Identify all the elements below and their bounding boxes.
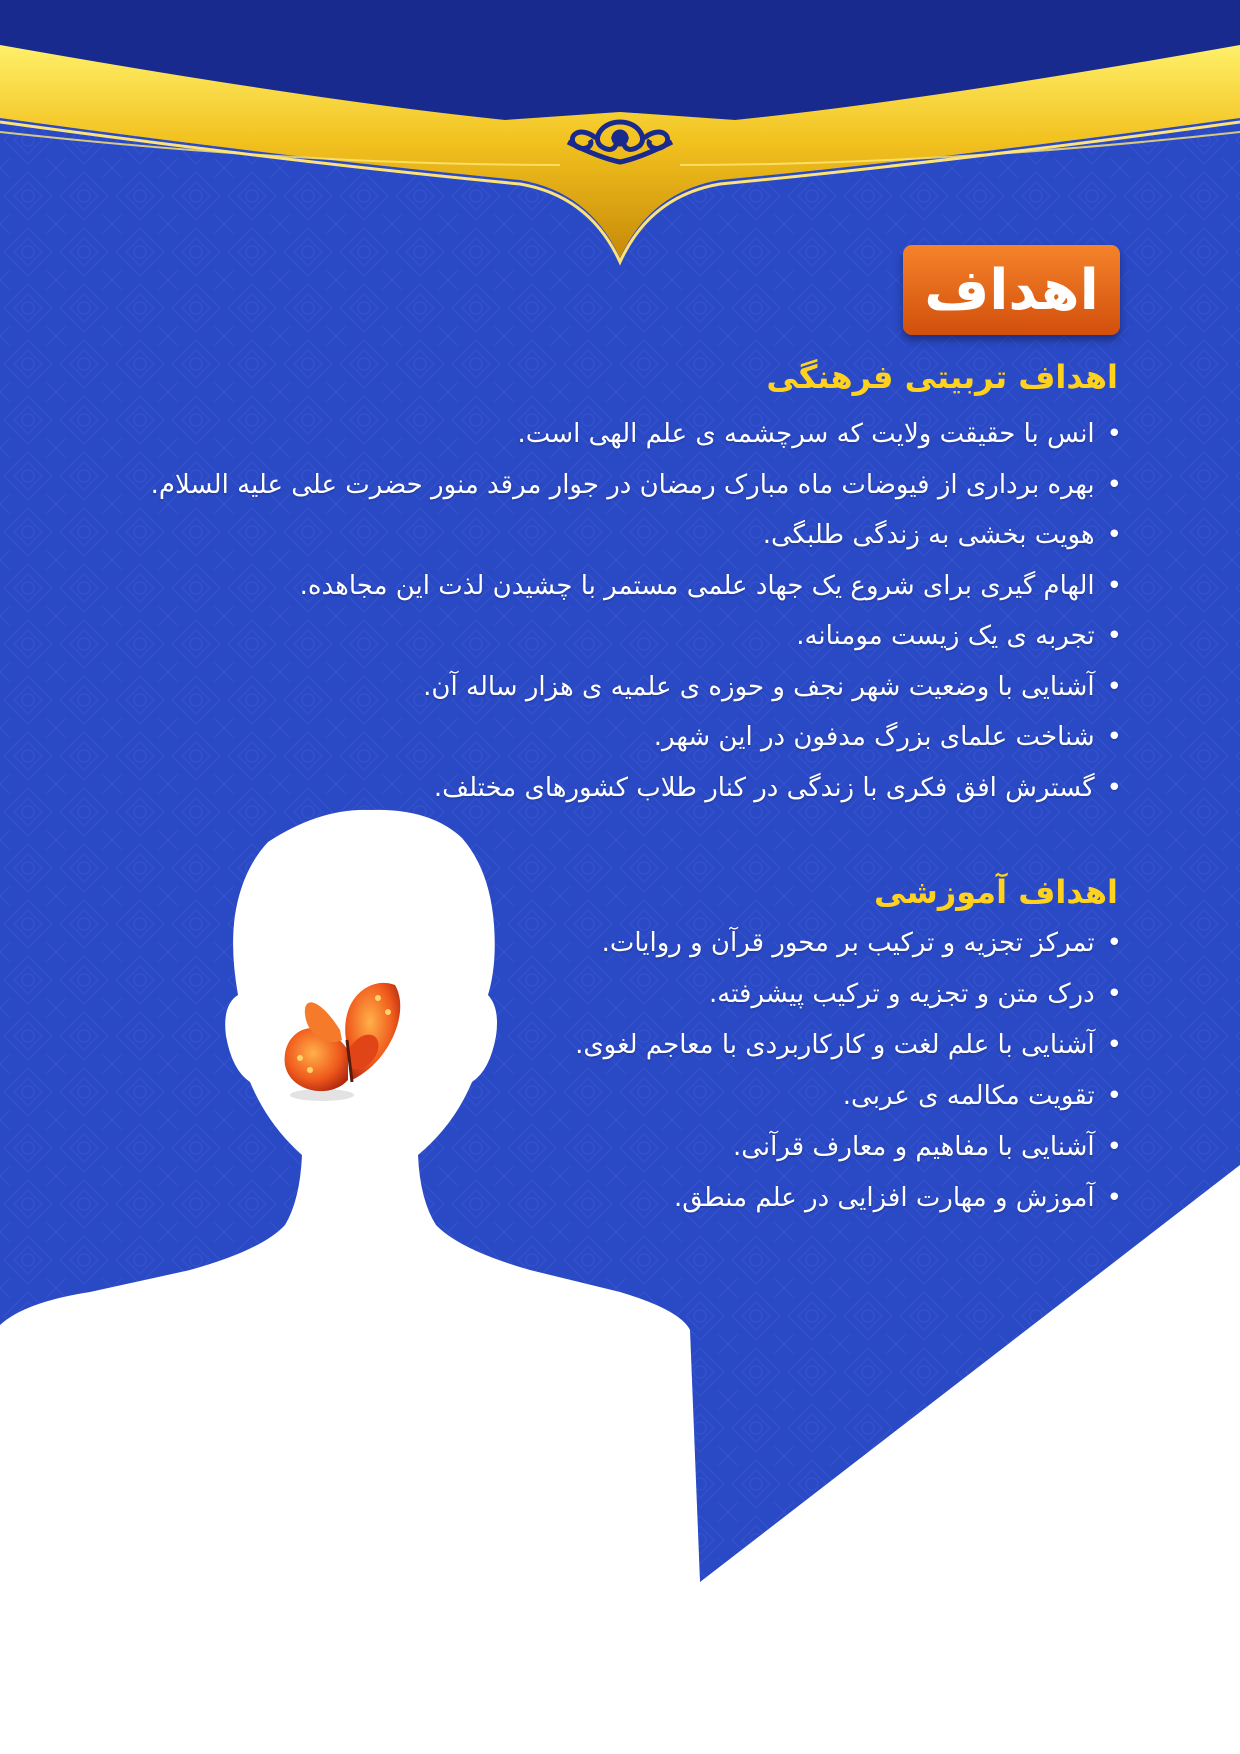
title-badge — [903, 245, 1120, 335]
list-item: • آشنایی با وضعیت شهر نجف و حوزه ی علمیه ی هزار ساله آن. — [151, 662, 1122, 713]
list-item: • درک متن و تجزیه و ترکیب پیشرفته. — [575, 969, 1122, 1020]
list-item: • بهره برداری از فیوضات ماه مبارک رمضان در جوار مرقد منور حضرت علی علیه السلام. — [151, 460, 1122, 511]
section-title-cultural: اهداف تربیتی فرهنگی — [766, 358, 1118, 396]
list-item: • تجربه ی یک زیست مومنانه. — [151, 611, 1122, 662]
list-item: • آشنایی با علم لغت و کارکاربردی با معاجم لغوی. — [575, 1020, 1122, 1071]
list-item: • آموزش و مهارت افزایی در علم منطق. — [575, 1173, 1122, 1224]
list-item: • آشنایی با مفاهیم و معارف قرآنی. — [575, 1122, 1122, 1173]
list-item: • شناخت علمای بزرگ مدفون در این شهر. — [151, 712, 1122, 763]
list-item: • هویت بخشی به زندگی طلبگی. — [151, 510, 1122, 561]
educational-goals-list — [575, 918, 1122, 1224]
list-item: • انس با حقیقت ولایت که سرچشمه ی علم الهی است. — [151, 409, 1122, 460]
cultural-goals-list — [151, 409, 1122, 813]
section-title-educational: اهداف آموزشی — [873, 873, 1118, 911]
list-item: • تمرکز تجزیه و ترکیب بر محور قرآن و روایات. — [575, 918, 1122, 969]
list-item: • تقویت مکالمه ی عربی. — [575, 1071, 1122, 1122]
list-item: • الهام گیری برای شروع یک جهاد علمی مستمر با چشیدن لذت این مجاهده. — [151, 561, 1122, 612]
page-title: اهداف — [924, 257, 1099, 323]
list-item: • گسترش افق فکری با زندگی در کنار طلاب کشورهای مختلف. — [151, 763, 1122, 814]
